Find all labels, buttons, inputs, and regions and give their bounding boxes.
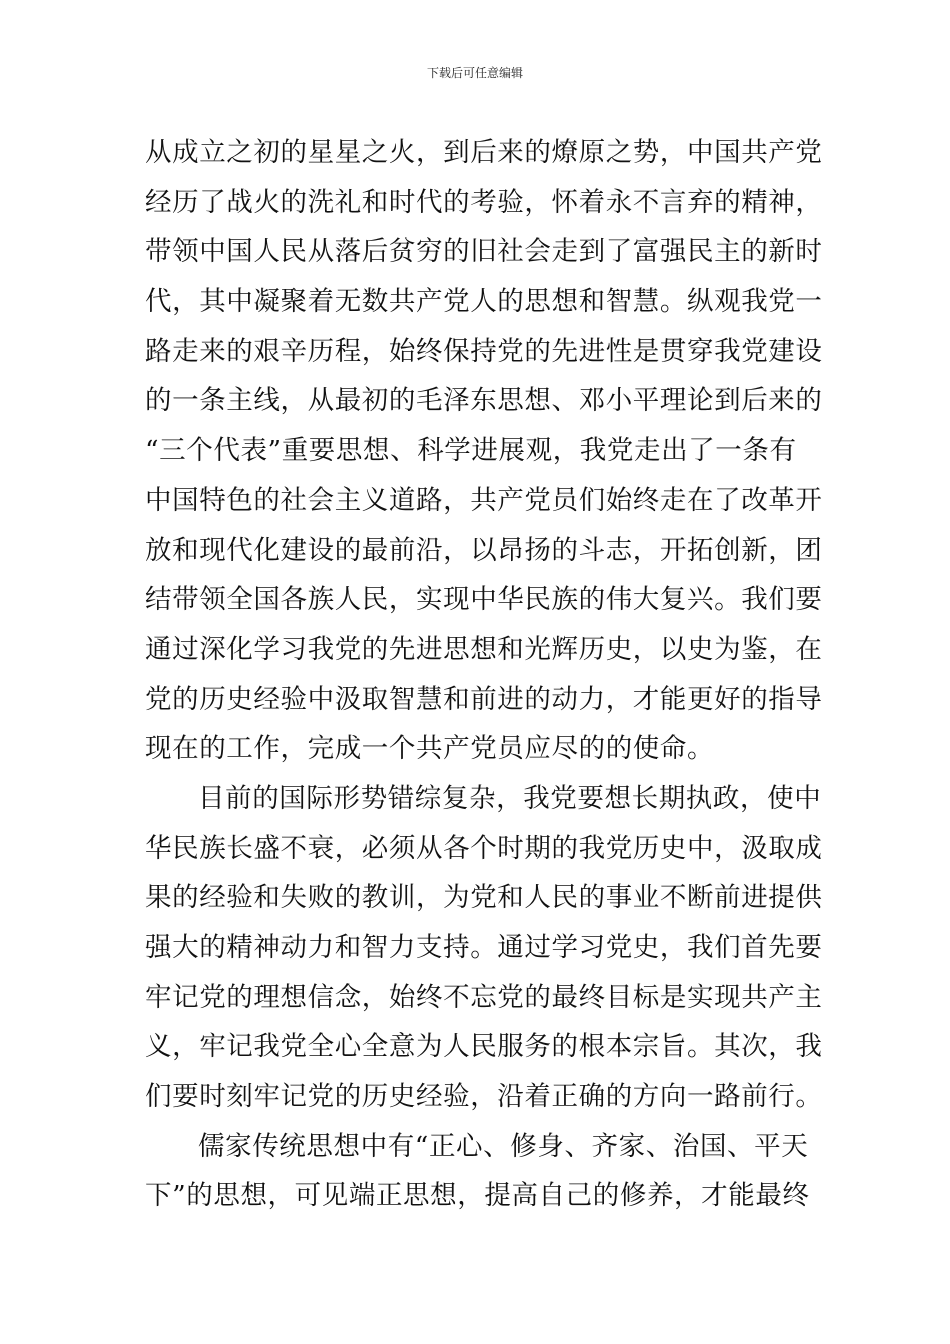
text-line: 华民族长盛不衰，必须从各个时期的我党历史中，汲取成: [145, 832, 823, 864]
text-line: 现在的工作，完成一个共产党员应尽的的使命。: [145, 733, 715, 765]
text-line: 带领中国人民从落后贫穷的旧社会走到了富强民主的新时: [145, 236, 823, 268]
text-line: 们要时刻牢记党的历史经验，沿着正确的方向一路前行。: [145, 1081, 823, 1113]
text-line: 通过深化学习我党的先进思想和光辉历史，以史为鉴，在: [145, 633, 823, 665]
text-line: 果的经验和失败的教训，为党和人民的事业不断前进提供: [145, 882, 823, 914]
text-line: 儒家传统思想中有“正心、修身、齐家、治国、平天: [198, 1130, 809, 1162]
text-line: 放和现代化建设的最前沿，以昂扬的斗志，开拓创新，团: [145, 534, 823, 566]
text-line: 目前的国际形势错综复杂，我党要想长期执政，使中: [198, 782, 822, 814]
text-line: “三个代表”重要思想、科学进展观，我党走出了一条有: [145, 435, 797, 467]
text-line: 中国特色的社会主义道路，共产党员们始终走在了改革开: [145, 484, 823, 516]
text-line: 强大的精神动力和智力支持。通过学习党史，我们首先要: [145, 932, 823, 963]
text-line: 结带领全国各族人民，实现中华民族的伟大复兴。我们要: [145, 584, 823, 616]
paragraph-3: [145, 1122, 809, 1221]
text-line: 经历了战火的洗礼和时代的考验，怀着永不言弃的精神，: [145, 186, 823, 218]
document-body: [145, 128, 823, 1221]
text-line: 的一条主线，从最初的毛泽东思想、邓小平理论到后来的: [145, 385, 823, 417]
text-line: 党的历史经验中汲取智慧和前进的动力，才能更好的指导: [145, 683, 823, 715]
text-line: 义，牢记我党全心全意为人民服务的根本宗旨。其次，我: [145, 1031, 823, 1063]
text-line: 下”的思想，可见端正思想，提高自己的修养，才能最终: [145, 1180, 810, 1212]
page-header: 下载后可任意编辑: [426, 66, 523, 80]
paragraph-2: [145, 774, 823, 1122]
text-line: 代，其中凝聚着无数共产党人的思想和智慧。纵观我党一: [145, 286, 823, 318]
text-line: 从成立之初的星星之火，到后来的燎原之势，中国共产党: [145, 137, 823, 168]
text-line: 路走来的艰辛历程，始终保持党的先进性是贯穿我党建设: [145, 335, 823, 367]
paragraph-1: [145, 128, 823, 774]
text-line: 牢记党的理想信念，始终不忘党的最终目标是实现共产主: [145, 981, 823, 1013]
